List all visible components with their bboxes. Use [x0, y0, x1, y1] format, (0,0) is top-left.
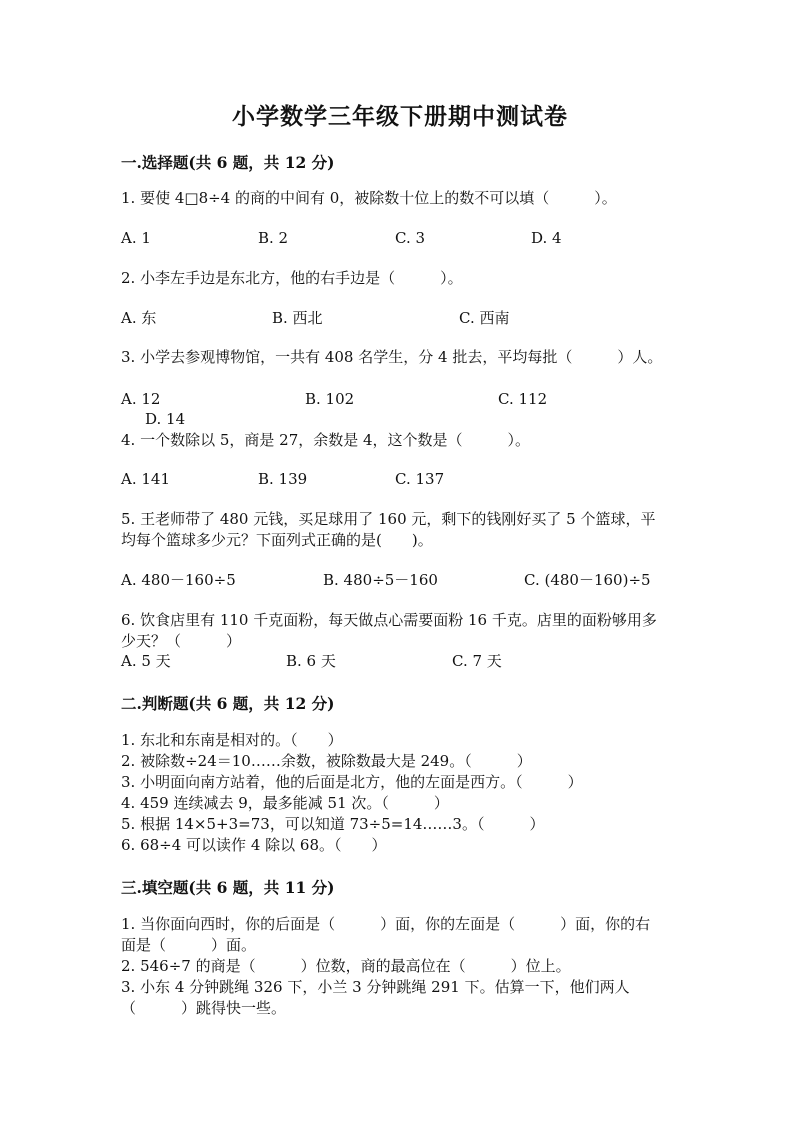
option-c: C. 西南 — [459, 309, 510, 327]
option-b: B. 480÷5－160 — [323, 571, 438, 589]
option-a: A. 1 — [121, 229, 151, 247]
question-text: 5. 王老师带了 480 元钱，买足球用了 160 元，剩下的钱刚好买了 5 个篮球，平 — [121, 510, 656, 528]
judgement-item: 3. 小明面向南方站着，他的后面是北方，他的左面是西方。（ ） — [121, 773, 583, 791]
question-text: 6. 饮食店里有 110 千克面粉，每天做点心需要面粉 16 千克。店里的面粉够用多 — [121, 611, 657, 629]
option-d: D. 4 — [531, 229, 562, 247]
fill-item-continued: 面是（ ）面。 — [121, 936, 257, 954]
judgement-item: 1. 东北和东南是相对的。（ ） — [121, 731, 343, 749]
question-text-continued: 均每个篮球多少元？下面列式正确的是( )。 — [121, 531, 433, 549]
option-a: A. 141 — [121, 470, 170, 488]
fill-item: 2. 546÷7 的商是（ ）位数，商的最高位在（ ）位上。 — [121, 957, 571, 975]
question-text-continued: 少天？（ ） — [121, 632, 242, 650]
judgement-item: 2. 被除数÷24＝10……余数，被除数最大是 249。（ ） — [121, 752, 532, 770]
question-text: 2. 小李左手边是东北方，他的右手边是（ ）。 — [121, 269, 463, 287]
option-b: B. 6 天 — [286, 652, 336, 670]
judgement-item: 6. 68÷4 可以读作 4 除以 68。（ ） — [121, 836, 387, 854]
judgement-item: 4. 459 连续减去 9，最多能减 51 次。（ ） — [121, 794, 449, 812]
option-c: C. (480－160)÷5 — [524, 571, 651, 589]
option-b: B. 西北 — [272, 309, 323, 327]
fill-item-continued: （ ）跳得快一些。 — [121, 999, 287, 1017]
judgement-item: 5. 根据 14×5+3=73，可以知道 73÷5=14……3。（ ） — [121, 815, 545, 833]
option-c: C. 7 天 — [452, 652, 502, 670]
option-d: D. 14 — [145, 410, 186, 428]
section-heading-choice: 一.选择题(共 6 题，共 12 分) — [121, 153, 335, 172]
option-c: C. 112 — [498, 390, 548, 408]
question-text: 3. 小学去参观博物馆，一共有 408 名学生，分 4 批去，平均每批（ ）人。 — [121, 348, 663, 366]
option-b: B. 2 — [258, 229, 289, 247]
page-title: 小学数学三年级下册期中测试卷 — [232, 103, 568, 130]
section-heading-fill-blank: 三.填空题(共 6 题，共 11 分) — [121, 878, 335, 897]
option-c: C. 3 — [395, 229, 426, 247]
question-text: 4. 一个数除以 5，商是 27，余数是 4，这个数是（ ）。 — [121, 431, 531, 449]
option-a: A. 480－160÷5 — [121, 571, 236, 589]
option-c: C. 137 — [395, 470, 445, 488]
option-b: B. 102 — [305, 390, 355, 408]
fill-item: 1. 当你面向西时，你的后面是（ ）面，你的左面是（ ）面，你的右 — [121, 915, 651, 933]
section-heading-judgement: 二.判断题(共 6 题，共 12 分) — [121, 694, 335, 713]
option-b: B. 139 — [258, 470, 308, 488]
fill-item: 3. 小东 4 分钟跳绳 326 下，小兰 3 分钟跳绳 291 下。估算一下，他们两人 — [121, 978, 630, 996]
question-text: 1. 要使 4□8÷4 的商的中间有 0，被除数十位上的数不可以填（ ）。 — [121, 189, 617, 207]
option-a: A. 东 — [121, 309, 157, 327]
option-a: A. 5 天 — [121, 652, 171, 670]
option-a: A. 12 — [121, 390, 161, 408]
